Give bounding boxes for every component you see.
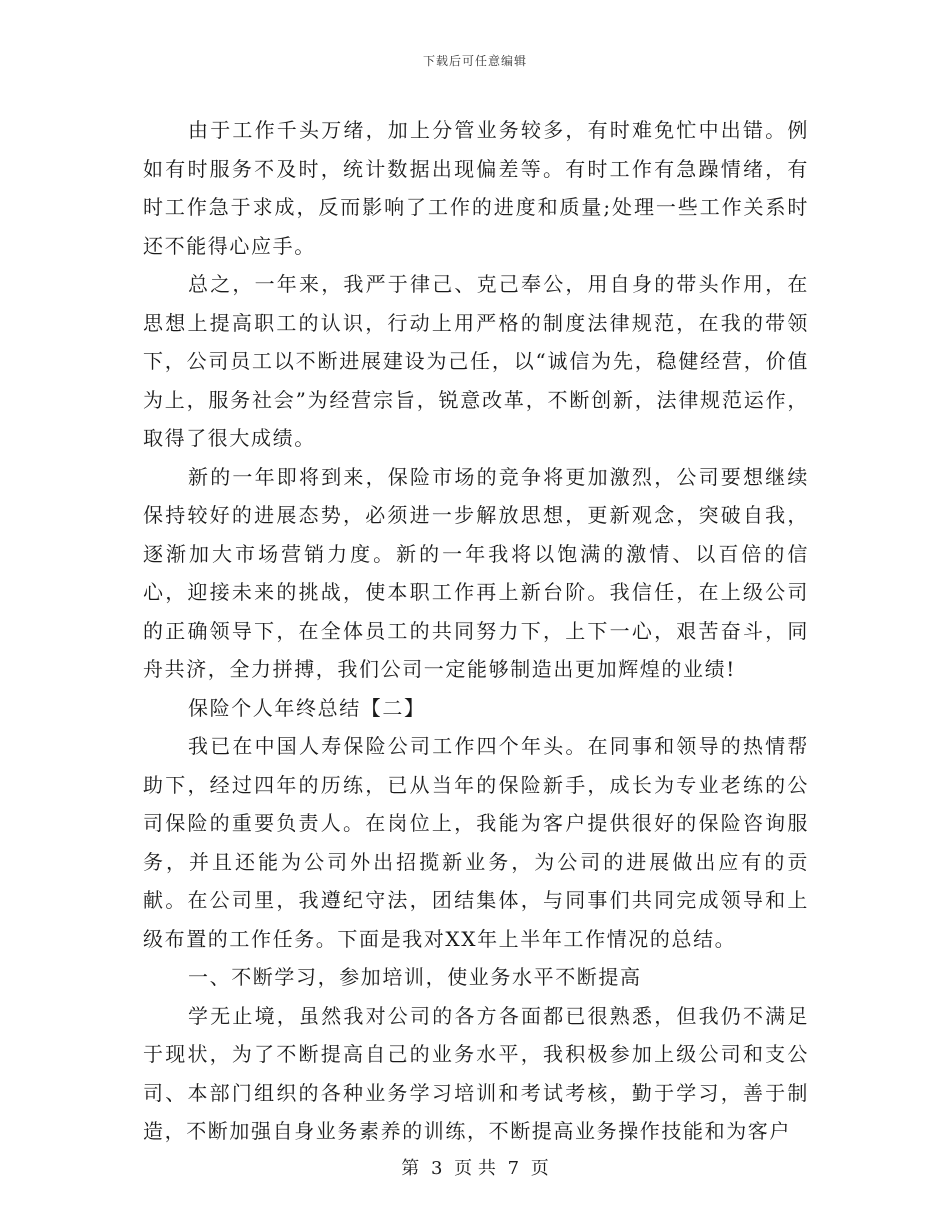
footer-current-page: 3 <box>430 1158 443 1179</box>
paragraph-introduction: 我已在中国人寿保险公司工作四个年头。在同事和领导的热情帮助下，经过四年的历练，已从当年的保险新手，成长为专业老练的公司保险的重要负责人。在岗位上，我能为客户提供很好的保险咨询服务，并且还能为公司外出招揽新业务，为公司的进展做出应有的贡献。在公司里，我遵纪守法，团结集体，与同事们共同完成领导和上级布置的工作任务。下面是我对XX年上半年工作情况的总结。 <box>143 734 809 951</box>
footer-suffix: 页 <box>530 1158 549 1179</box>
footer-total-pages: 7 <box>507 1158 520 1179</box>
paragraph-work-shortcomings: 由于工作千头万绪，加上分管业务较多，有时难免忙中出错。例如有时服务不及时，统计数据出现偏差等。有时工作有急躁情绪，有时工作急于求成，反而影响了工作的进度和质量;处理一些工作关系时还不能得心应手。 <box>143 118 809 258</box>
paragraph-new-year-outlook: 新的一年即将到来，保险市场的竞争将更加激烈，公司要想继续保持较好的进展态势，必须进一步解放思想，更新观念，突破自我，逐渐加大市场营销力度。新的一年我将以饱满的激情、以百倍的信心，迎接未来的挑战，使本职工作再上新台阶。我信任，在上级公司的正确领导下，在全体员工的共同努力下，上下一心，艰苦奋斗，同舟共济，全力拼搏，我们公司一定能够制造出更加辉煌的业绩! <box>143 464 809 681</box>
document-body <box>143 111 809 1151</box>
section-heading-continuous-learning: 一、不断学习，参加培训，使业务水平不断提高 <box>188 965 642 989</box>
page-footer <box>0 1154 950 1180</box>
footer-prefix: 第 <box>401 1158 420 1179</box>
paragraph-summary: 总之，一年来，我严于律己、克己奉公，用自身的带头作用，在思想上提高职工的认识，行动上用严格的制度法律规范，在我的带领下，公司员工以不断进展建设为己任，以“诚信为先，稳健经营，价值为上，服务社会”为经营宗旨，锐意改革，不断创新，法律规范运作，取得了很大成绩。 <box>143 272 809 450</box>
footer-middle: 页 共 <box>454 1158 496 1179</box>
paragraph-learning-details: 学无止境，虽然我对公司的各方各面都已很熟悉，但我仍不满足于现状，为了不断提高自己的业务水平，我积极参加上级公司和支公司、本部门组织的各种业务学习培训和考试考核，勤于学习，善于制造，不断加强自身业务素养的训练，不断提高业务操作技能和为客户 <box>143 1003 809 1143</box>
page-header-note: 下载后可任意编辑 <box>422 54 527 68</box>
section-title-summary-two: 保险个人年终总结【二】 <box>188 695 426 720</box>
